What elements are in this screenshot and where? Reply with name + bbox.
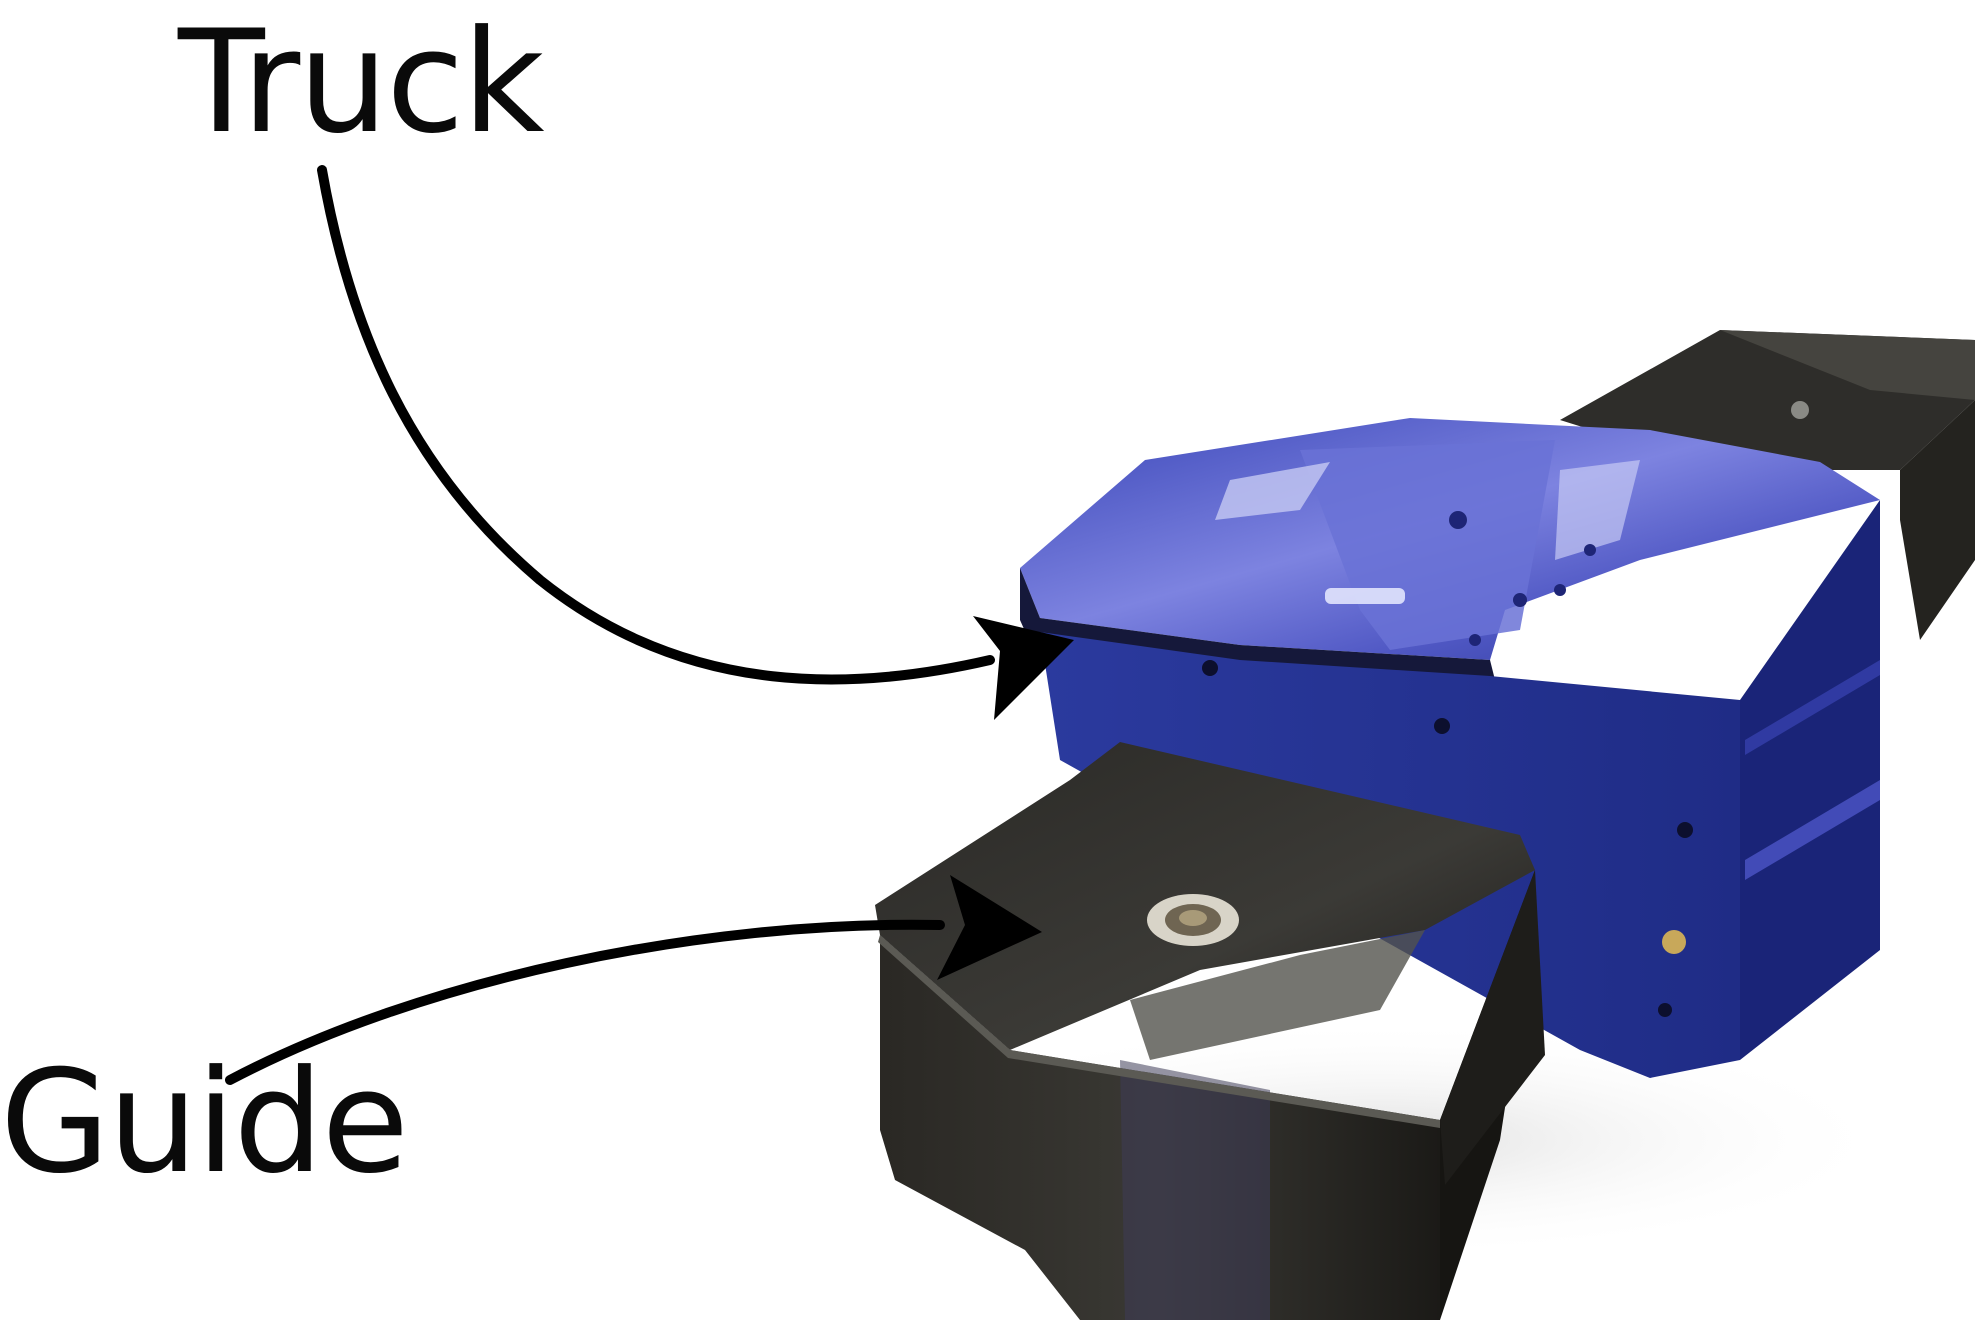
guide-label: Guide (0, 1040, 407, 1205)
truck-label: Truck (178, 0, 543, 165)
truck-arrow-line (322, 170, 990, 680)
truck-arrow (322, 170, 1074, 720)
